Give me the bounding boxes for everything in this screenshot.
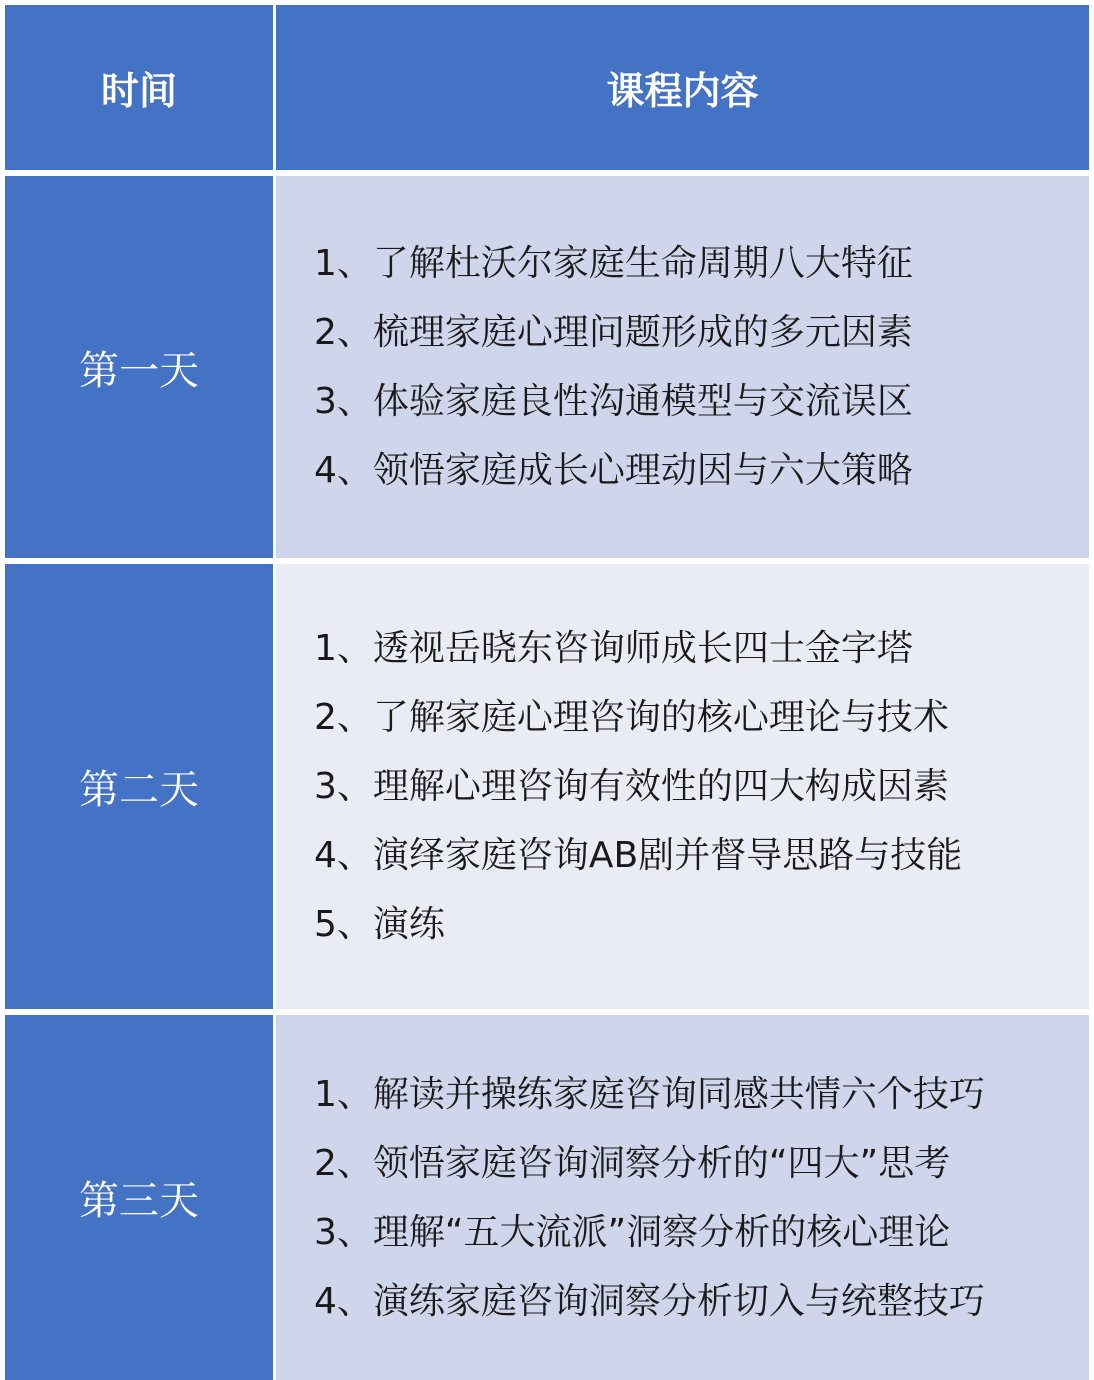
list-item: 1、透视岳晓东咨询师成长四士金字塔 bbox=[314, 628, 913, 669]
content-cell-3 bbox=[276, 1015, 1089, 1380]
list-item: 1、解读并操练家庭咨询同感共情六个技巧 bbox=[314, 1073, 985, 1115]
list-item: 2、了解家庭心理咨询的核心理论与技术 bbox=[314, 697, 949, 738]
list-item: 4、领悟家庭成长心理动因与六大策略 bbox=[314, 450, 913, 491]
content-cell-1 bbox=[276, 176, 1089, 558]
header-content: 课程内容 bbox=[276, 5, 1089, 170]
header-time: 时间 bbox=[5, 5, 273, 170]
course-schedule-table bbox=[5, 5, 1089, 1380]
list-item: 4、演练家庭咨询洞察分析切入与统整技巧 bbox=[314, 1280, 985, 1322]
list-item: 2、领悟家庭咨询洞察分析的“四大”思考 bbox=[314, 1142, 951, 1184]
list-item: 3、理解心理咨询有效性的四大构成因素 bbox=[314, 766, 949, 807]
day-label-2: 第二天 bbox=[5, 564, 273, 1009]
list-item: 5、演练 bbox=[314, 904, 445, 945]
list-item: 1、了解杜沃尔家庭生命周期八大特征 bbox=[314, 243, 913, 284]
list-item: 2、梳理家庭心理问题形成的多元因素 bbox=[314, 312, 913, 353]
list-item: 3、体验家庭良性沟通模型与交流误区 bbox=[314, 381, 913, 422]
day-label-3: 第三天 bbox=[5, 1015, 273, 1380]
list-item: 3、理解“五大流派”洞察分析的核心理论 bbox=[314, 1211, 951, 1253]
content-cell-2 bbox=[276, 564, 1089, 1009]
list-item: 4、演绎家庭咨询AB剧并督导思路与技能 bbox=[314, 835, 963, 876]
day-label-1: 第一天 bbox=[5, 176, 273, 558]
